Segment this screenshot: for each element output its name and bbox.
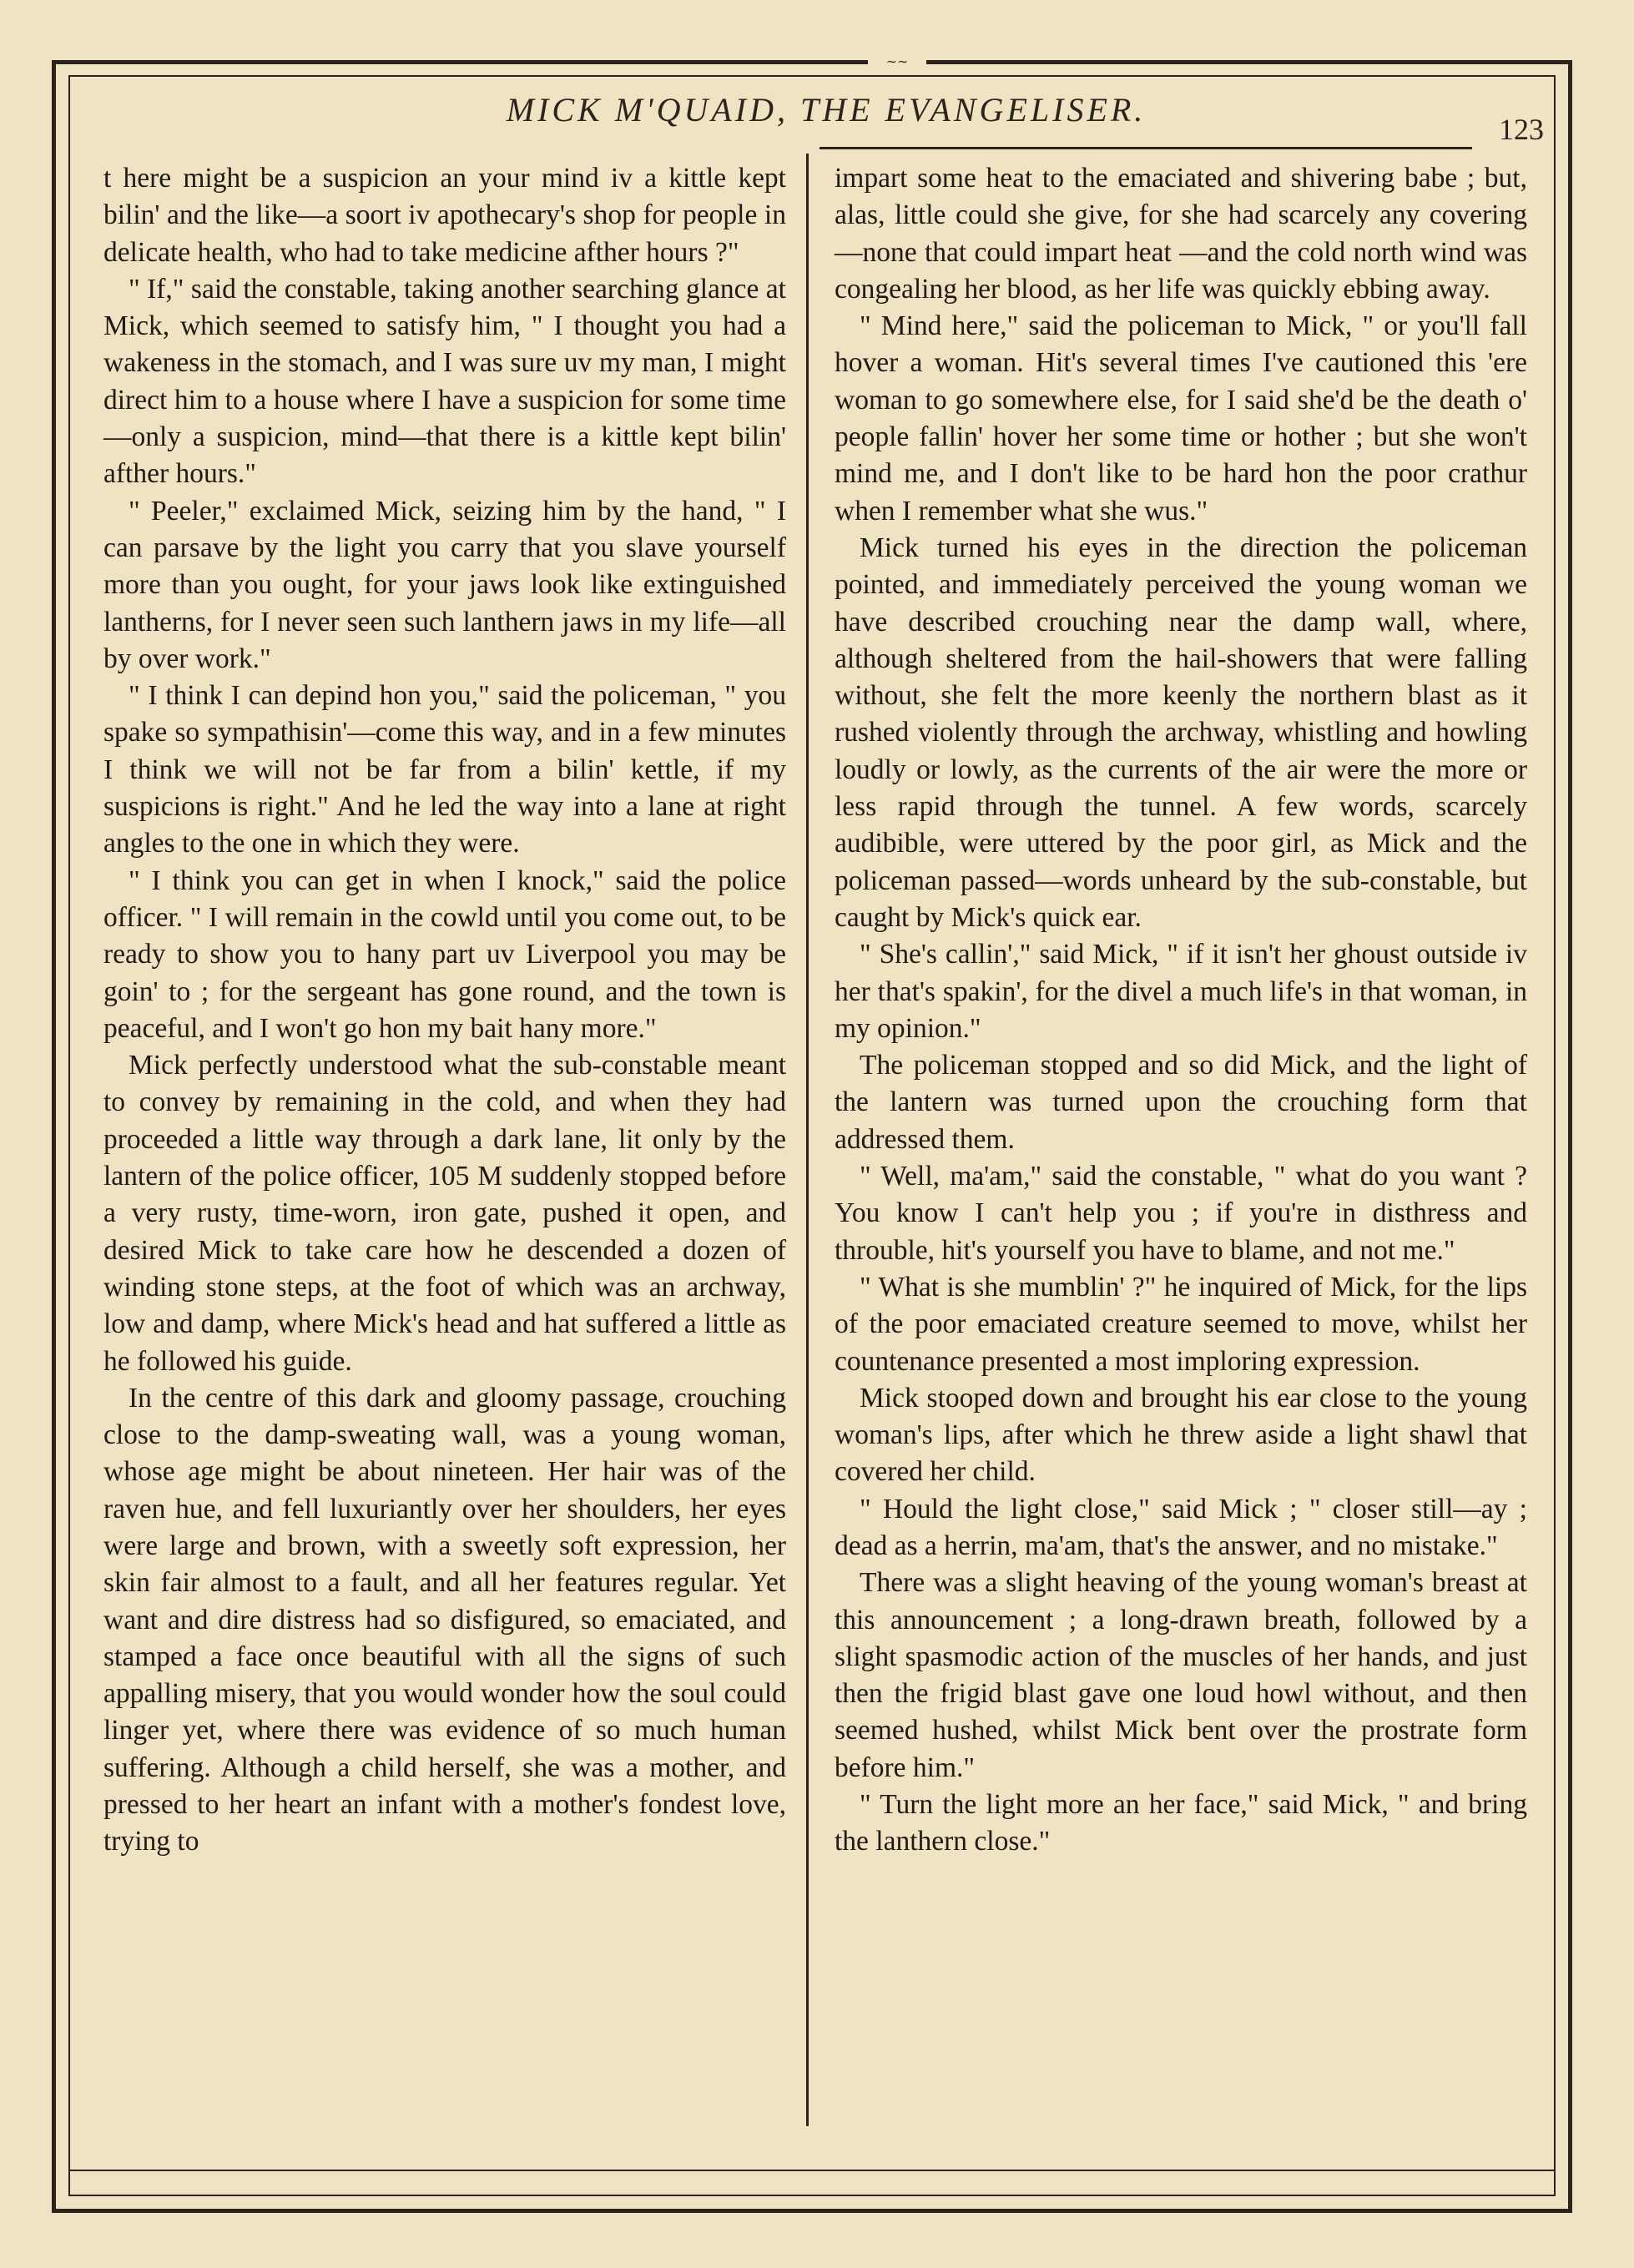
paragraph: " Well, ma'am," said the constable, " what do you want ? You know I can't help you ; if you're in disthress and throuble, hit's yourself you have to blame, and not me." (835, 1161, 1527, 1266)
paragraph: " I think you can get in when I knock," said the police officer. " I will remain in the cowld until you come out, to be ready to show you to hany part uv Liverpool you may be goin' to ; for the sergeant has gone round, and the town is peaceful, and I won't go hon my bait hany more." (103, 864, 786, 1044)
right-column (835, 160, 1527, 1861)
paragraph: " Turn the light more an her face," said Mick, " and bring the lanthern close." (835, 1789, 1527, 1857)
paragraph: t here might be a suspicion an your mind iv a kittle kept bilin' and the like—a soort iv apothecary's shop for people in delicate health, who had to take medicine afther hours ?" (103, 163, 786, 268)
ornament-icon: ∼∼ (868, 55, 926, 68)
paragraph: Mick stooped down and brought his ear close to the young woman's lips, after which he threw aside a light shawl that covered her child. (835, 1382, 1527, 1488)
paragraph: Mick turned his eyes in the direction the policeman pointed, and immediately perceived the young woman we have described crouching near the damp wall, where, although sheltered from the hail-showers that were falling without, she felt the more keenly the northern blast as it rushed violently through the archway, whistling and howling loudly or lowly, as the currents of the air were the more or less rapid through the tunnel. A few words, scarcely audibible, were uttered by the poor girl, as Mick and the policeman passed—words unheard by the sub-constable, but caught by Mick's quick ear. (835, 532, 1527, 933)
paragraph: " If," said the constable, taking another searching glance at Mick, which seemed to satisfy him, " I thought you had a wakeness in the stomach, and I was sure uv my man, I might direct him to a house where I have a suspicion for some time—only a suspicion, mind—that there is a kittle kept bilin' afther hours." (103, 273, 786, 490)
paragraph: " Hould the light close," said Mick ; " closer still—ay ; dead as a herrin, ma'am, that's the answer, and no mistake." (835, 1493, 1527, 1561)
header-rule (820, 147, 1472, 149)
left-column (103, 160, 786, 1861)
paragraph: The policeman stopped and so did Mick, and the light of the lantern was turned upon the crouching form that addressed them. (835, 1050, 1527, 1155)
running-head: MICK M'QUAID, THE EVANGELISER. (506, 91, 1147, 129)
paragraph: " What is she mumblin' ?" he inquired of Mick, for the lips of the poor emaciated creature seemed to move, whilst her countenance presented a most imploring expression. (835, 1271, 1527, 1377)
paragraph: There was a slight heaving of the young woman's breast at this announcement ; a long-drawn breath, followed by a slight spasmodic action of the muscles of her hands, and just then the frigid blast gave one loud howl without, and then seemed hushed, whilst Mick bent over the prostrate form before him." (835, 1567, 1527, 1783)
paragraph: " Mind here," said the policeman to Mick, " or you'll fall hover a woman. Hit's several times I've cautioned this 'ere woman to go somewhere else, for I said she'd be the death o' people fallin' hover her some time or hother ; but she won't mind me, and I don't like to be hard hon the poor crathur when I remember what she wus." (835, 310, 1527, 527)
paragraph: Mick perfectly understood what the sub-constable meant to convey by remaining in the cold, and when they had proceeded a little way through a dark lane, lit only by the lantern of the police officer, 105 M suddenly stopped before a very rusty, time-worn, iron gate, pushed it open, and desired Mick to take care how he descended a dozen of winding stone steps, at the foot of which was an archway, low and damp, where Mick's head and hat suffered a little as he followed his guide. (103, 1050, 786, 1377)
paragraph: " She's callin'," said Mick, " if it isn't her ghoust outside iv her that's spakin', for the divel a much life's in that woman, in my opinion." (835, 939, 1527, 1044)
bottom-rule (68, 2170, 1556, 2171)
paragraph: In the centre of this dark and gloomy passage, crouching close to the damp-sweating wall, was a young woman, whose age might be about nineteen. Her hair was of the raven hue, and fell luxuriantly over her shoulders, her eyes were large and brown, with a sweetly soft expression, her skin fair almost to a fault, and all her features regular. Yet want and dire distress had so disfigured, so emaciated, and stamped a face once beautiful with all the signs of such appalling misery, that you would wonder how the soul could linger yet, where there was evidence of so much human suffering. Although a child herself, she was a mother, and pressed to her heart an infant with a mother's fondest love, trying to (103, 1382, 786, 1857)
column-divider (806, 154, 809, 2126)
paragraph: " I think I can depind hon you," said the policeman, " you spake so sympathisin'—come this way, and in a few minutes I think we will not be far from a bilin' kettle, if my suspicions is right." And he led the way into a lane at right angles to the one in which they were. (103, 680, 786, 859)
paragraph: impart some heat to the emaciated and shivering babe ; but, alas, little could she give, for she had scarcely any covering—none that could impart heat —and the cold north wind was congealing her blood, as her life was quickly ebbing away. (835, 163, 1527, 305)
paragraph: " Peeler," exclaimed Mick, seizing him by the hand, " I can parsave by the light you carry that you slave yourself more than you ought, for your jaws look like extinguished lantherns, for I never seen such lanthern jaws in my life—all by over work." (103, 495, 786, 674)
page-number: 123 (1499, 113, 1544, 146)
